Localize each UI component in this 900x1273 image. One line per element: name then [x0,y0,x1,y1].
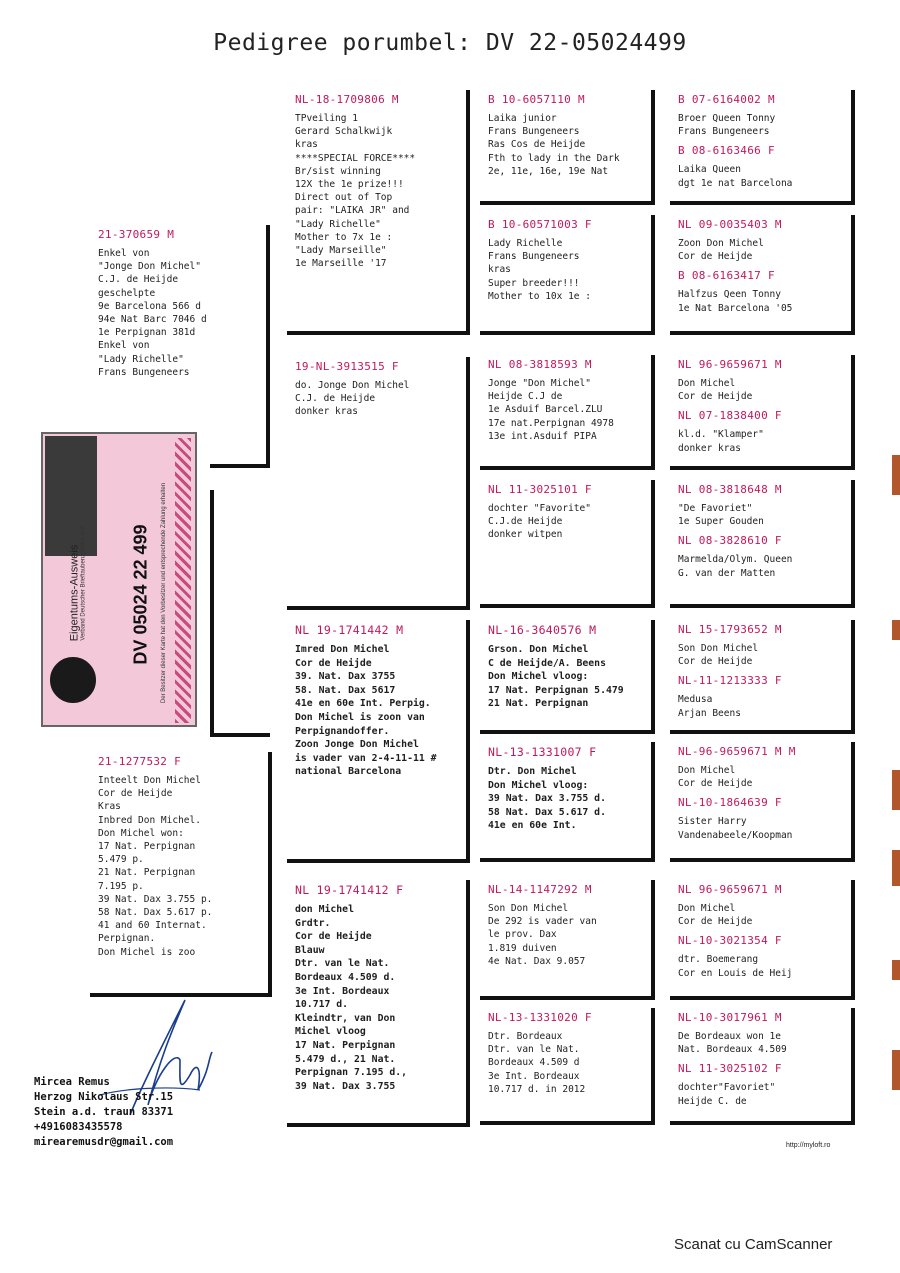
ring-number: NL 11-3025102 F [678,1062,782,1076]
pedigree-line: Blauw [295,944,325,956]
ownership-card [41,432,197,727]
pedigree-line: 17 Nat. Perpignan [98,841,196,853]
pedigree-line: don Michel [295,904,354,915]
ring-number: NL-13-1331007 F [488,745,597,759]
pedigree-line: 12X the 1e prize!!! [295,179,404,191]
pedigree-line: Inbred Don Michel. [98,814,201,826]
pedigree-line: Kleindtr, van Don [295,1012,396,1024]
pedigree-line: Cor de Heijde [678,391,753,403]
pedigree-line: Mother to 7x 1e : [295,231,393,243]
ring-number: B 10-60571003 F [488,218,592,231]
pedigree-line: 94e Nat Barc 7046 d [98,314,207,326]
page-title: Pedigree porumbel: DV 22-05024499 [213,30,687,56]
pedigree-line: ****SPECIAL FORCE**** [295,152,416,164]
pedigree-line: 41e en 60e Int. [488,820,577,832]
pedigree-line: is vader van 2-4-11-11 # [295,752,437,764]
ring-number: NL-13-1331020 F [488,1011,592,1024]
pedigree-line: 3e Int. Bordeaux [295,985,390,997]
pedigree-line: C.J. de Heijde [295,393,376,405]
pedigree-line: Enkel von [98,340,150,352]
great-dam-card-3 [480,742,655,862]
passport-number: DV 05024 22 499 [130,524,151,665]
pedigree-line: Lady Richelle [488,238,563,249]
great-sire-card-2 [480,355,655,470]
pedigree-line: Arjan Beens [678,707,741,719]
connector [210,464,270,468]
pedigree-line: le prov. Dax [488,929,557,941]
pedigree-line: 39 Nat. Dax 3.755 d. [488,793,606,805]
pedigree-line: Gerard Schalkwijk [295,126,393,138]
pedigree-line: Zoon Don Michel [678,238,764,249]
pedigree-line: 1e Super Gouden [678,516,764,528]
pedigree-line: 3e Int. Bordeaux [488,1070,580,1082]
connector [210,490,214,736]
pedigree-line: Broer Queen Tonny [678,113,776,124]
ring-number: 21-370659 M [98,228,175,241]
ring-number: NL-14-1147292 M [488,883,592,896]
pedigree-line: 13e int.Asduif PIPA [488,430,597,442]
pedigree-line: 1e Perpignan 381d [98,327,196,339]
great-dam-card-1 [480,215,655,335]
pedigree-line: Cor de Heijde [678,778,753,790]
pedigree-line: Dtr. Bordeaux [488,1031,563,1042]
pedigree-line: 17e nat.Perpignan 4978 [488,417,614,429]
ring-number: NL 08-3818648 M [678,483,782,496]
contact-email[interactable]: mirearemusdr@gmail.com [34,1136,174,1148]
ring-number: NL-16-3640576 M [488,623,597,637]
pedigree-line: 21 Nat. Perpignan [98,867,196,879]
pedigree-line: De Bordeaux won 1e [678,1031,781,1042]
ring-number: NL 19-1741412 F [295,883,404,897]
pedigree-line: kras [488,264,511,276]
pedigree-line: 17 Nat. Perpignan [295,1039,396,1051]
pedigree-line: 41 and 60 Internat. [98,920,207,932]
pedigree-line: De 292 is vader van [488,916,597,928]
pedigree-line: Dtr. van le Nat. [295,958,390,970]
ring-number: NL-96-9659671 M M [678,745,796,758]
scan-edge [892,620,900,640]
dam-dam-card [287,880,470,1127]
pedigree-line: dgt 1e nat Barcelona [678,177,793,189]
connector [266,225,270,468]
ring-number: NL 09-0035403 M [678,218,782,231]
great-dam-card-4 [480,1008,655,1125]
pedigree-line: Perpignan 7.195 d., [295,1067,408,1079]
pedigree-line: Frans Bungeneers [678,126,770,138]
ring-number: NL 96-9659671 M [678,358,782,371]
pedigree-line: donker kras [678,442,741,454]
scan-edge [892,770,900,810]
pedigree-line: Bordeaux 4.509 d. [295,971,396,983]
pedigree-line: Laika Queen [678,164,741,176]
gen4-card-4 [670,480,855,608]
pedigree-line: Halfzus Qeen Tonny [678,289,781,301]
great-sire-card-4 [480,880,655,1000]
pedigree-line: Don Michel [678,903,736,914]
pedigree-line: Cor de Heijde [295,931,372,943]
pedigree-line: dochter "Favorite" [488,503,591,514]
ring-number: NL 08-3828610 F [678,534,782,548]
pedigree-line: Heijde C.J de [488,391,563,403]
pedigree-line: Vandenabeele/Koopman [678,829,793,841]
gen4-card-6 [670,742,855,862]
pedigree-line: dtr. Boemerang [678,954,759,966]
pedigree-line: Dtr. van le Nat. [488,1044,580,1056]
pedigree-line: Enkel von [98,248,150,259]
pedigree-line: Cor de Heijde [98,788,173,800]
pedigree-line: Heijde C. de [678,1095,747,1107]
ring-number: NL-10-3021354 F [678,934,782,948]
pedigree-line: kl.d. "Klamper" [678,429,764,441]
pedigree-line: Michel vloog [295,1026,366,1038]
pedigree-line: C.J.de Heijde [488,516,563,528]
pedigree-line: 1e Nat Barcelona '05 [678,302,793,314]
pedigree-line: 9e Barcelona 566 d [98,300,201,312]
pedigree-line: "Lady Richelle" [295,218,381,230]
ring-number: 19-NL-3913515 F [295,360,399,373]
gen4-card-1 [670,90,855,205]
pedigree-line: "De Favoriet" [678,503,753,514]
pedigree-line: donker witpen [488,529,563,541]
passport-note: Der Besitzer dieser Karte hat den Vorbesitzer und entsprechende Zahlung erhalten [161,482,168,704]
pedigree-line: 58. Nat. Dax 5617 [295,684,396,696]
pedigree-line: dochter"Favoriet" [678,1082,776,1094]
pedigree-line: Ras Cos de Heijde [488,139,586,151]
pedigree-line: Medusa [678,694,713,706]
pedigree-line: Marmelda/Olym. Queen [678,554,793,566]
pedigree-line: 17 Nat. Perpignan 5.479 [488,684,624,696]
ring-number: NL-10-3017961 M [678,1011,782,1024]
scan-edge [892,1050,900,1090]
pedigree-line: Son Don Michel [488,903,569,914]
pedigree-line: geschelpte [98,287,156,299]
ring-number: NL 08-3818593 M [488,358,592,371]
pedigree-line: 1.819 duiven [488,942,557,954]
pedigree-line: 39 Nat. Dax 3.755 p. [98,893,213,905]
pedigree-line: C.J. de Heijde [98,274,179,286]
pedigree-line: Don Michel [678,765,736,776]
pedigree-line: Son Don Michel [678,643,759,654]
contact-name: Mircea Remus [34,1076,110,1088]
ring-number: NL-11-1213333 F [678,674,782,688]
pedigree-line: 39 Nat. Dax 3.755 [295,1080,396,1092]
pedigree-line: Cor de Heijde [678,251,753,263]
pedigree-line: pair: "LAIKA JR" and [295,205,410,217]
pedigree-line: 21 Nat. Perpignan [488,698,589,710]
pedigree-line: 1e Marseille '17 [295,258,387,270]
pedigree-line: Don Michel is zoo [98,946,196,958]
pedigree-line: 5.479 p. [98,854,144,866]
pedigree-line: 4e Nat. Dax 9.057 [488,955,586,967]
pedigree-line: "Lady Richelle" [98,353,184,365]
org-text: Verband Deutscher Brieftaubenzüchter e.V. [80,525,87,641]
great-sire-card-1 [480,90,655,205]
decorative-stripe [175,438,191,723]
pedigree-line: 41e en 60e Int. Perpig. [295,698,431,710]
sire-sire-card [287,90,470,335]
pedigree-line: Perpignan. [98,933,156,945]
gen4-card-3 [670,355,855,470]
pedigree-line: Imred Don Michel [295,644,390,655]
pedigree-line: 58 Nat. Dax 5.617 d. [488,806,606,818]
pedigree-line: Inteelt Don Michel [98,775,201,786]
pedigree-line: 5.479 d., 21 Nat. [295,1053,396,1065]
pedigree-line: Direct out of Top [295,192,393,204]
passport-heading: Eigentums-Ausweis [68,544,81,642]
pedigree-line: G. van der Matten [678,567,776,579]
pedigree-line: Grdtr. [295,917,331,929]
pedigree-line: Cor de Heijde [678,916,753,928]
pedigree-line: Frans Bungeneers [488,251,580,263]
logo-circle [47,654,99,706]
pedigree-line: Cor de Heijde [295,657,372,669]
pedigree-line: Super breeder!!! [488,277,580,289]
ring-number: 21-1277532 F [98,755,182,768]
ring-number: B 08-6163417 F [678,269,775,283]
great-dam-card-2 [480,480,655,608]
pedigree-line: Fth to lady in the Dark [488,152,620,164]
pedigree-line: donker kras [295,406,358,418]
pedigree-line: Frans Bungeneers [488,126,580,138]
sire-card [90,225,262,405]
ring-number: NL 19-1741442 M [295,623,404,637]
pedigree-line: 10.717 d. in 2012 [488,1083,586,1095]
pedigree-line: Zoon Jonge Don Michel [295,739,419,751]
contact-street: Herzog Nikolaus Str.15 [34,1091,174,1103]
scan-edge [892,850,900,886]
pedigree-line: Jonge "Don Michel" [488,378,591,389]
pedigree-line: Don Michel vloog: [488,671,589,683]
pedigree-line: 1e Asduif Barcel.ZLU [488,404,603,416]
pedigree-line: Cor en Louis de Heij [678,967,793,979]
pedigree-line: Bordeaux 4.509 d [488,1057,580,1069]
pedigree-line: Br/sist winning [295,165,381,177]
pedigree-line: Sister Harry [678,816,747,828]
pedigree-line: kras [295,139,318,151]
pedigree-line: 2e, 11e, 16e, 19e Nat [488,165,609,177]
pedigree-line: 58 Nat. Dax 5.617 p. [98,907,213,919]
contact-block [34,1075,173,1150]
site-link[interactable]: http://myloft.ro [786,1142,831,1149]
ring-number: NL-10-1864639 F [678,796,782,810]
pedigree-line: "Lady Marseille" [295,245,387,257]
scan-edge [892,960,900,980]
gen4-card-7 [670,880,855,1000]
gen4-card-8 [670,1008,855,1125]
pedigree-line: TPveiling 1 [295,113,358,124]
scan-edge [892,455,900,495]
pedigree-line: Laika junior [488,113,557,124]
pedigree-line: Mother to 10x 1e : [488,290,591,302]
gen4-card-2 [670,215,855,335]
pedigree-line: Don Michel vloog: [488,779,589,791]
pedigree-line: Dtr. Don Michel [488,766,577,777]
dam-sire-card [287,620,470,863]
contact-city: Stein a.d. traun 83371 [34,1106,174,1118]
pedigree-line: Don Michel is zoon van [295,711,425,723]
pedigree-line: Nat. Bordeaux 4.509 [678,1044,787,1056]
scanner-watermark: Scanat cu CamScanner [674,1236,833,1253]
ring-number: NL 11-3025101 F [488,483,592,496]
ring-number: B 07-6164002 M [678,93,775,106]
pedigree-line: Don Michel won: [98,827,184,839]
pedigree-line: do. Jonge Don Michel [295,380,410,391]
great-sire-card-3 [480,620,655,734]
ring-number: B 08-6163466 F [678,144,775,158]
pedigree-line: Grson. Don Michel [488,644,589,655]
pedigree-line: "Jonge Don Michel" [98,261,201,273]
pedigree-line: 7.195 p. [98,880,144,892]
sire-dam-card [287,357,470,610]
pedigree-line: Don Michel [678,378,736,389]
ring-number: B 10-6057110 M [488,93,585,106]
pedigree-line: Frans Bungeneers [98,366,190,378]
gen4-card-5 [670,620,855,734]
pedigree-line: Kras [98,801,121,813]
connector [210,733,270,737]
dam-card [90,752,272,997]
ring-number: NL 07-1838400 F [678,409,782,423]
pedigree-line: Cor de Heijde [678,656,753,668]
ring-number: NL 15-1793652 M [678,623,782,636]
pedigree-line: national Barcelona [295,766,402,778]
ring-number: NL-18-1709806 M [295,93,399,106]
ring-number: NL 96-9659671 M [678,883,782,896]
pedigree-line: 10.717 d. [295,999,349,1011]
contact-phone: +4916083435578 [34,1121,123,1133]
pedigree-line: C de Heijde/A. Beens [488,657,606,669]
pedigree-line: 39. Nat. Dax 3755 [295,671,396,683]
pedigree-line: Perpignandoffer. [295,725,390,737]
